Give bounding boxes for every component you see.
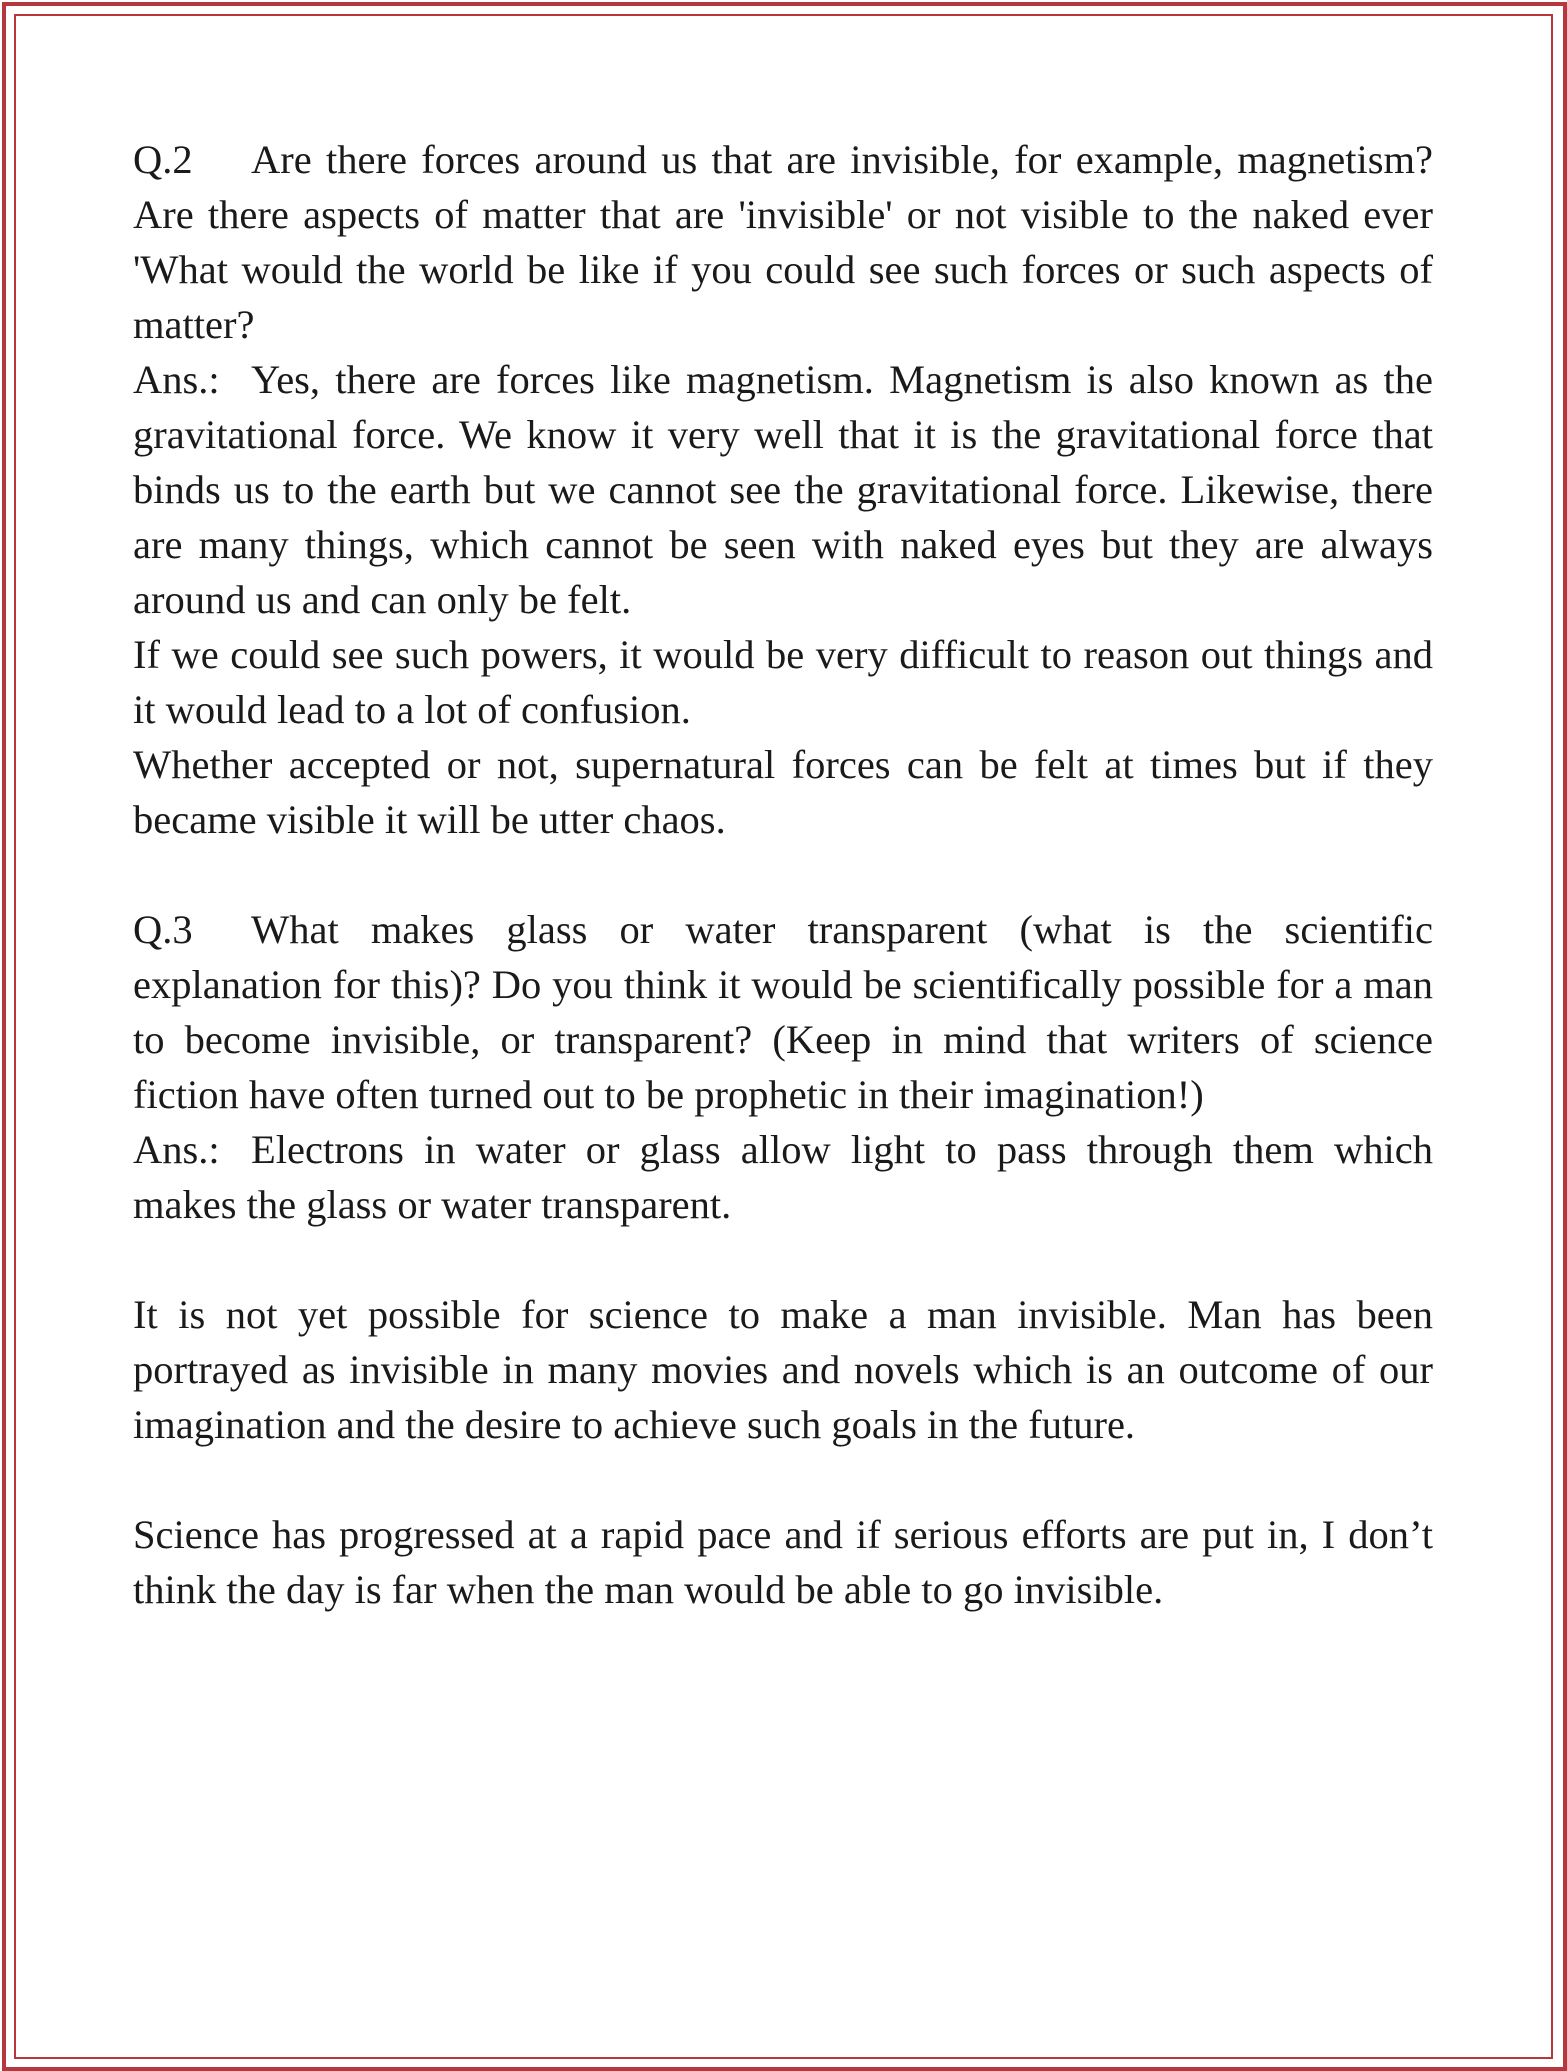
q2-number: Q.2 — [133, 137, 193, 182]
q2-answer-p2: If we could see such powers, it would be very difficult to reason out things and it would lead to a lot of confusion. — [133, 632, 1433, 732]
q3-answer-label: Ans.: — [133, 1127, 220, 1172]
q2-answer-label: Ans.: — [133, 357, 220, 402]
q2-question-text: Are there forces around us that are invisible, for example, magnetism? Are there aspects of matter that are 'invisible' or not visible to the naked ever 'What would the world be like if you could see such forces or such aspects of matter? — [133, 137, 1433, 347]
q3-answer-p1 — [133, 1122, 1433, 1232]
q2-question — [133, 132, 1433, 352]
paragraph-spacer — [133, 1232, 1433, 1287]
q3-answer-p3: Science has progressed at a rapid pace and if serious efforts are put in, I don’t think the day is far when the man would be able to go invisible. — [133, 1512, 1433, 1612]
document-body — [133, 132, 1433, 1617]
q2-answer-p3: Whether accepted or not, supernatural forces can be felt at times but if they became visible it will be utter chaos. — [133, 742, 1433, 842]
q2-answer-p1 — [133, 352, 1433, 627]
q3-number: Q.3 — [133, 907, 193, 952]
q3-answer-p1-text: Electrons in water or glass allow light to pass through them which makes the glass or water transparent. — [133, 1127, 1433, 1227]
q3-question-text: What makes glass or water transparent (what is the scientific explanation for this)? Do you think it would be scientifically possible for a man to become invisible, or transparent? (Keep in mind that writers of science fiction have often turned out to be prophetic in their imagination!) — [133, 907, 1433, 1117]
q3-question — [133, 902, 1433, 1122]
paragraph-spacer — [133, 1452, 1433, 1507]
section-spacer — [133, 847, 1433, 902]
q3-answer-p2: It is not yet possible for science to make a man invisible. Man has been portrayed as invisible in many movies and novels which is an outcome of our imagination and the desire to achieve such goals in the future. — [133, 1292, 1433, 1447]
q2-answer-p1-text: Yes, there are forces like magnetism. Magnetism is also known as the gravitational force. We know it very well that it is the gravitational force that binds us to the earth but we cannot see the gravitational force. Likewise, there are many things, which cannot be seen with naked eyes but they are always around us and can only be felt. — [133, 357, 1433, 622]
